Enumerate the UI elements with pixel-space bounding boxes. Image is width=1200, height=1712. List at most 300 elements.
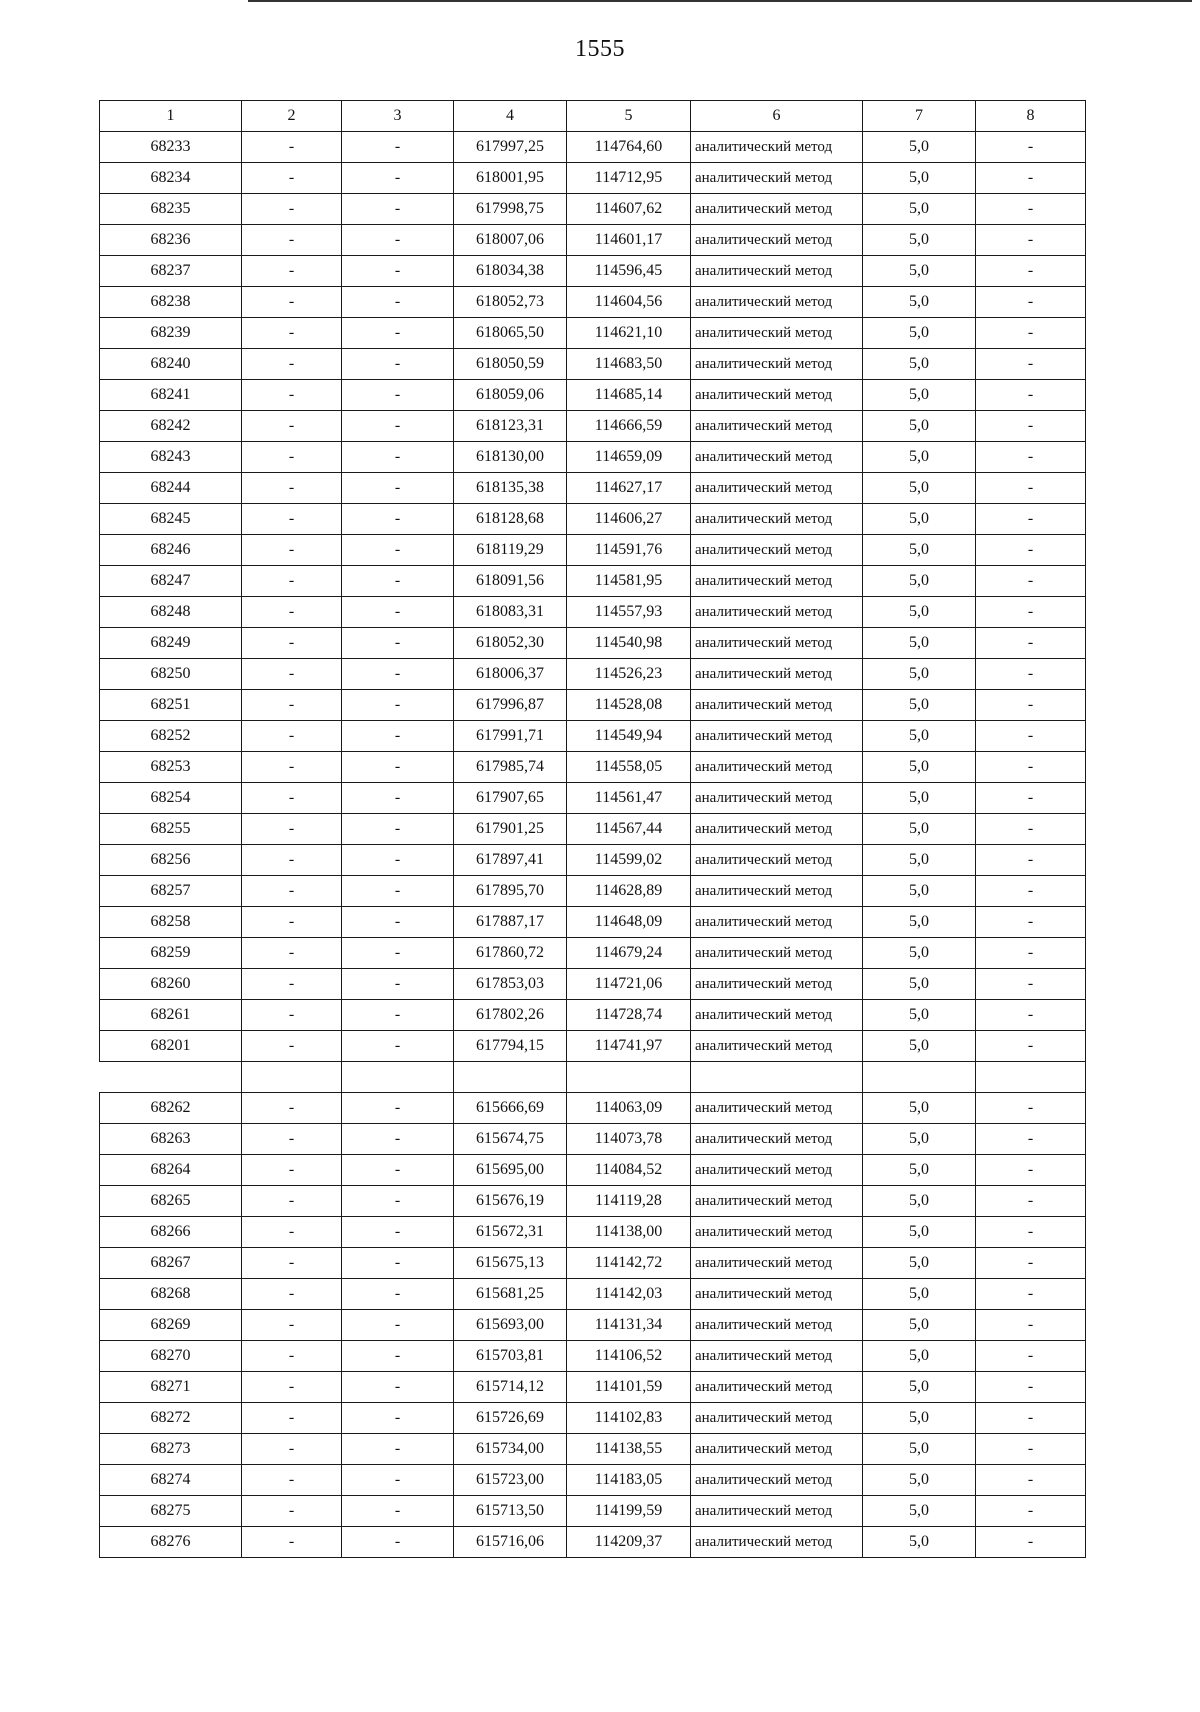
point-number-cell: 68251 [100, 690, 242, 721]
x-coordinate-cell: 615714,12 [454, 1372, 567, 1403]
y-coordinate-cell: 114106,52 [567, 1341, 691, 1372]
col3-cell: - [342, 194, 454, 225]
point-number-cell: 68238 [100, 287, 242, 318]
table-row [100, 969, 1086, 1000]
col8-cell: - [976, 969, 1086, 1000]
accuracy-cell: 5,0 [863, 1434, 976, 1465]
table-row [100, 938, 1086, 969]
col2-cell: - [242, 535, 342, 566]
col8-cell: - [976, 1434, 1086, 1465]
y-coordinate-cell: 114142,72 [567, 1248, 691, 1279]
table-row [100, 1186, 1086, 1217]
method-cell: аналитический метод [691, 1403, 863, 1434]
col2-cell: - [242, 628, 342, 659]
point-number-cell: 68246 [100, 535, 242, 566]
accuracy-cell: 5,0 [863, 256, 976, 287]
col8-cell: - [976, 1527, 1086, 1558]
x-coordinate-cell: 615726,69 [454, 1403, 567, 1434]
method-cell: аналитический метод [691, 1341, 863, 1372]
col3-cell: - [342, 504, 454, 535]
y-coordinate-cell: 114131,34 [567, 1310, 691, 1341]
col2-cell: - [242, 752, 342, 783]
accuracy-cell: 5,0 [863, 1031, 976, 1062]
header-cell: 7 [863, 101, 976, 132]
method-cell: аналитический метод [691, 1217, 863, 1248]
col8-cell: - [976, 1465, 1086, 1496]
table-row [100, 380, 1086, 411]
col2-cell: - [242, 349, 342, 380]
point-number-cell: 68234 [100, 163, 242, 194]
method-cell: аналитический метод [691, 411, 863, 442]
x-coordinate-cell: 617996,87 [454, 690, 567, 721]
y-coordinate-cell: 114102,83 [567, 1403, 691, 1434]
table-row [100, 1310, 1086, 1341]
y-coordinate-cell: 114648,09 [567, 907, 691, 938]
col3-cell: - [342, 597, 454, 628]
col3-cell: - [342, 225, 454, 256]
y-coordinate-cell: 114142,03 [567, 1279, 691, 1310]
col8-cell: - [976, 473, 1086, 504]
point-number-cell: 68253 [100, 752, 242, 783]
method-cell: аналитический метод [691, 597, 863, 628]
col3-cell: - [342, 628, 454, 659]
accuracy-cell: 5,0 [863, 1248, 976, 1279]
col2-cell: - [242, 163, 342, 194]
x-coordinate-cell: 618052,73 [454, 287, 567, 318]
accuracy-cell: 5,0 [863, 969, 976, 1000]
table-row [100, 132, 1086, 163]
x-coordinate-cell: 618119,29 [454, 535, 567, 566]
x-coordinate-cell: 618050,59 [454, 349, 567, 380]
col8-cell: - [976, 690, 1086, 721]
col2-cell: - [242, 876, 342, 907]
y-coordinate-cell: 114549,94 [567, 721, 691, 752]
x-coordinate-cell: 615672,31 [454, 1217, 567, 1248]
empty-cell [454, 1062, 567, 1093]
method-cell: аналитический метод [691, 969, 863, 1000]
header-cell: 5 [567, 101, 691, 132]
col3-cell: - [342, 132, 454, 163]
header-row [100, 101, 1086, 132]
point-number-cell: 68267 [100, 1248, 242, 1279]
method-cell: аналитический метод [691, 163, 863, 194]
header-cell: 6 [691, 101, 863, 132]
table-row [100, 1465, 1086, 1496]
y-coordinate-cell: 114138,55 [567, 1434, 691, 1465]
col2-cell: - [242, 783, 342, 814]
table-row [100, 1341, 1086, 1372]
point-number-cell: 68252 [100, 721, 242, 752]
accuracy-cell: 5,0 [863, 1310, 976, 1341]
y-coordinate-cell: 114073,78 [567, 1124, 691, 1155]
col3-cell: - [342, 1403, 454, 1434]
accuracy-cell: 5,0 [863, 1372, 976, 1403]
method-cell: аналитический метод [691, 1527, 863, 1558]
method-cell: аналитический метод [691, 256, 863, 287]
point-number-cell: 68254 [100, 783, 242, 814]
col8-cell: - [976, 783, 1086, 814]
method-cell: аналитический метод [691, 1093, 863, 1124]
x-coordinate-cell: 615703,81 [454, 1341, 567, 1372]
point-number-cell: 68242 [100, 411, 242, 442]
col8-cell: - [976, 814, 1086, 845]
table-row [100, 256, 1086, 287]
x-coordinate-cell: 618130,00 [454, 442, 567, 473]
y-coordinate-cell: 114728,74 [567, 1000, 691, 1031]
y-coordinate-cell: 114601,17 [567, 225, 691, 256]
table-row [100, 845, 1086, 876]
col8-cell: - [976, 1155, 1086, 1186]
col3-cell: - [342, 1031, 454, 1062]
col8-cell: - [976, 628, 1086, 659]
y-coordinate-cell: 114528,08 [567, 690, 691, 721]
point-number-cell: 68250 [100, 659, 242, 690]
accuracy-cell: 5,0 [863, 442, 976, 473]
col2-cell: - [242, 473, 342, 504]
method-cell: аналитический метод [691, 504, 863, 535]
y-coordinate-cell: 114558,05 [567, 752, 691, 783]
col8-cell: - [976, 659, 1086, 690]
point-number-cell: 68257 [100, 876, 242, 907]
col3-cell: - [342, 845, 454, 876]
table-row [100, 287, 1086, 318]
point-number-cell: 68263 [100, 1124, 242, 1155]
y-coordinate-cell: 114591,76 [567, 535, 691, 566]
point-number-cell: 68259 [100, 938, 242, 969]
x-coordinate-cell: 617997,25 [454, 132, 567, 163]
col3-cell: - [342, 752, 454, 783]
col2-cell: - [242, 1403, 342, 1434]
empty-cell [342, 1062, 454, 1093]
col8-cell: - [976, 535, 1086, 566]
y-coordinate-cell: 114526,23 [567, 659, 691, 690]
col8-cell: - [976, 1186, 1086, 1217]
x-coordinate-cell: 617895,70 [454, 876, 567, 907]
point-number-cell: 68201 [100, 1031, 242, 1062]
col8-cell: - [976, 721, 1086, 752]
table-row [100, 411, 1086, 442]
y-coordinate-cell: 114741,97 [567, 1031, 691, 1062]
table-row [100, 163, 1086, 194]
method-cell: аналитический метод [691, 1155, 863, 1186]
method-cell: аналитический метод [691, 1310, 863, 1341]
x-coordinate-cell: 617897,41 [454, 845, 567, 876]
col3-cell: - [342, 349, 454, 380]
y-coordinate-cell: 114764,60 [567, 132, 691, 163]
col3-cell: - [342, 1155, 454, 1186]
x-coordinate-cell: 615734,00 [454, 1434, 567, 1465]
accuracy-cell: 5,0 [863, 721, 976, 752]
point-number-cell: 68262 [100, 1093, 242, 1124]
method-cell: аналитический метод [691, 1186, 863, 1217]
col2-cell: - [242, 721, 342, 752]
table-row [100, 194, 1086, 225]
point-number-cell: 68233 [100, 132, 242, 163]
col8-cell: - [976, 1279, 1086, 1310]
x-coordinate-cell: 618123,31 [454, 411, 567, 442]
col2-cell: - [242, 969, 342, 1000]
x-coordinate-cell: 618034,38 [454, 256, 567, 287]
x-coordinate-cell: 615666,69 [454, 1093, 567, 1124]
col8-cell: - [976, 442, 1086, 473]
col3-cell: - [342, 1496, 454, 1527]
y-coordinate-cell: 114627,17 [567, 473, 691, 504]
x-coordinate-cell: 615693,00 [454, 1310, 567, 1341]
x-coordinate-cell: 618083,31 [454, 597, 567, 628]
y-coordinate-cell: 114540,98 [567, 628, 691, 659]
x-coordinate-cell: 615695,00 [454, 1155, 567, 1186]
method-cell: аналитический метод [691, 1434, 863, 1465]
x-coordinate-cell: 618001,95 [454, 163, 567, 194]
empty-cell [242, 1062, 342, 1093]
accuracy-cell: 5,0 [863, 628, 976, 659]
y-coordinate-cell: 114604,56 [567, 287, 691, 318]
table-row [100, 225, 1086, 256]
y-coordinate-cell: 114199,59 [567, 1496, 691, 1527]
point-number-cell: 68248 [100, 597, 242, 628]
y-coordinate-cell: 114581,95 [567, 566, 691, 597]
point-number-cell: 68258 [100, 907, 242, 938]
table-row [100, 690, 1086, 721]
header-cell: 1 [100, 101, 242, 132]
col2-cell: - [242, 1124, 342, 1155]
accuracy-cell: 5,0 [863, 1279, 976, 1310]
table-row [100, 349, 1086, 380]
y-coordinate-cell: 114666,59 [567, 411, 691, 442]
accuracy-cell: 5,0 [863, 752, 976, 783]
accuracy-cell: 5,0 [863, 225, 976, 256]
col8-cell: - [976, 132, 1086, 163]
col2-cell: - [242, 690, 342, 721]
x-coordinate-cell: 618135,38 [454, 473, 567, 504]
x-coordinate-cell: 615713,50 [454, 1496, 567, 1527]
method-cell: аналитический метод [691, 1279, 863, 1310]
col8-cell: - [976, 1217, 1086, 1248]
x-coordinate-cell: 618065,50 [454, 318, 567, 349]
method-cell: аналитический метод [691, 1248, 863, 1279]
method-cell: аналитический метод [691, 1465, 863, 1496]
table-row [100, 1372, 1086, 1403]
col2-cell: - [242, 845, 342, 876]
col8-cell: - [976, 845, 1086, 876]
x-coordinate-cell: 618059,06 [454, 380, 567, 411]
y-coordinate-cell: 114679,24 [567, 938, 691, 969]
y-coordinate-cell: 114712,95 [567, 163, 691, 194]
col8-cell: - [976, 1093, 1086, 1124]
method-cell: аналитический метод [691, 845, 863, 876]
point-number-cell: 68255 [100, 814, 242, 845]
accuracy-cell: 5,0 [863, 349, 976, 380]
accuracy-cell: 5,0 [863, 504, 976, 535]
point-number-cell: 68273 [100, 1434, 242, 1465]
method-cell: аналитический метод [691, 659, 863, 690]
method-cell: аналитический метод [691, 752, 863, 783]
col2-cell: - [242, 1155, 342, 1186]
accuracy-cell: 5,0 [863, 597, 976, 628]
col2-cell: - [242, 1000, 342, 1031]
col8-cell: - [976, 1403, 1086, 1434]
method-cell: аналитический метод [691, 783, 863, 814]
point-number-cell: 68244 [100, 473, 242, 504]
point-number-cell: 68260 [100, 969, 242, 1000]
table-body [100, 132, 1086, 1558]
col2-cell: - [242, 659, 342, 690]
col3-cell: - [342, 1527, 454, 1558]
col2-cell: - [242, 1186, 342, 1217]
col3-cell: - [342, 380, 454, 411]
accuracy-cell: 5,0 [863, 473, 976, 504]
method-cell: аналитический метод [691, 628, 863, 659]
x-coordinate-cell: 617802,26 [454, 1000, 567, 1031]
accuracy-cell: 5,0 [863, 1000, 976, 1031]
method-cell: аналитический метод [691, 876, 863, 907]
method-cell: аналитический метод [691, 721, 863, 752]
accuracy-cell: 5,0 [863, 1341, 976, 1372]
point-number-cell: 68235 [100, 194, 242, 225]
col8-cell: - [976, 1310, 1086, 1341]
header-cell: 2 [242, 101, 342, 132]
accuracy-cell: 5,0 [863, 907, 976, 938]
point-number-cell: 68243 [100, 442, 242, 473]
point-number-cell: 68275 [100, 1496, 242, 1527]
col2-cell: - [242, 380, 342, 411]
col8-cell: - [976, 1496, 1086, 1527]
col2-cell: - [242, 287, 342, 318]
x-coordinate-cell: 615675,13 [454, 1248, 567, 1279]
x-coordinate-cell: 615674,75 [454, 1124, 567, 1155]
header-cell: 3 [342, 101, 454, 132]
col8-cell: - [976, 938, 1086, 969]
table-row [100, 1093, 1086, 1124]
col3-cell: - [342, 318, 454, 349]
x-coordinate-cell: 617991,71 [454, 721, 567, 752]
table-row [100, 1279, 1086, 1310]
col3-cell: - [342, 659, 454, 690]
table-row [100, 814, 1086, 845]
col3-cell: - [342, 1093, 454, 1124]
col2-cell: - [242, 411, 342, 442]
header-cell: 8 [976, 101, 1086, 132]
accuracy-cell: 5,0 [863, 411, 976, 442]
table-row [100, 566, 1086, 597]
col2-cell: - [242, 1310, 342, 1341]
col3-cell: - [342, 1217, 454, 1248]
y-coordinate-cell: 114567,44 [567, 814, 691, 845]
accuracy-cell: 5,0 [863, 132, 976, 163]
x-coordinate-cell: 617907,65 [454, 783, 567, 814]
col2-cell: - [242, 1465, 342, 1496]
col3-cell: - [342, 473, 454, 504]
method-cell: аналитический метод [691, 535, 863, 566]
x-coordinate-cell: 617853,03 [454, 969, 567, 1000]
point-number-cell: 68276 [100, 1527, 242, 1558]
y-coordinate-cell: 114596,45 [567, 256, 691, 287]
col3-cell: - [342, 1372, 454, 1403]
col8-cell: - [976, 225, 1086, 256]
method-cell: аналитический метод [691, 814, 863, 845]
accuracy-cell: 5,0 [863, 566, 976, 597]
col8-cell: - [976, 318, 1086, 349]
accuracy-cell: 5,0 [863, 194, 976, 225]
point-number-cell: 68268 [100, 1279, 242, 1310]
y-coordinate-cell: 114659,09 [567, 442, 691, 473]
col8-cell: - [976, 504, 1086, 535]
point-number-cell: 68261 [100, 1000, 242, 1031]
accuracy-cell: 5,0 [863, 690, 976, 721]
col2-cell: - [242, 194, 342, 225]
col8-cell: - [976, 876, 1086, 907]
col3-cell: - [342, 876, 454, 907]
empty-cell [691, 1062, 863, 1093]
col2-cell: - [242, 1496, 342, 1527]
y-coordinate-cell: 114721,06 [567, 969, 691, 1000]
table-row [100, 1124, 1086, 1155]
point-number-cell: 68249 [100, 628, 242, 659]
col3-cell: - [342, 907, 454, 938]
accuracy-cell: 5,0 [863, 1527, 976, 1558]
col8-cell: - [976, 1341, 1086, 1372]
accuracy-cell: 5,0 [863, 380, 976, 411]
table-row [100, 1155, 1086, 1186]
table-row [100, 318, 1086, 349]
accuracy-cell: 5,0 [863, 163, 976, 194]
method-cell: аналитический метод [691, 1372, 863, 1403]
method-cell: аналитический метод [691, 318, 863, 349]
x-coordinate-cell: 617887,17 [454, 907, 567, 938]
col3-cell: - [342, 566, 454, 597]
col2-cell: - [242, 1527, 342, 1558]
table-row [100, 504, 1086, 535]
col3-cell: - [342, 1310, 454, 1341]
col3-cell: - [342, 1279, 454, 1310]
accuracy-cell: 5,0 [863, 1093, 976, 1124]
point-number-cell: 68247 [100, 566, 242, 597]
method-cell: аналитический метод [691, 938, 863, 969]
point-number-cell: 68264 [100, 1155, 242, 1186]
method-cell: аналитический метод [691, 1031, 863, 1062]
coordinates-table [99, 100, 1086, 1558]
x-coordinate-cell: 618128,68 [454, 504, 567, 535]
y-coordinate-cell: 114599,02 [567, 845, 691, 876]
table-row [100, 1000, 1086, 1031]
x-coordinate-cell: 615716,06 [454, 1527, 567, 1558]
y-coordinate-cell: 114119,28 [567, 1186, 691, 1217]
col3-cell: - [342, 1248, 454, 1279]
col3-cell: - [342, 938, 454, 969]
table-row [100, 442, 1086, 473]
method-cell: аналитический метод [691, 907, 863, 938]
table-row [100, 597, 1086, 628]
col3-cell: - [342, 256, 454, 287]
accuracy-cell: 5,0 [863, 1124, 976, 1155]
table-row [100, 1527, 1086, 1558]
y-coordinate-cell: 114063,09 [567, 1093, 691, 1124]
col8-cell: - [976, 1031, 1086, 1062]
table-row [100, 783, 1086, 814]
method-cell: аналитический метод [691, 1000, 863, 1031]
col8-cell: - [976, 287, 1086, 318]
point-number-cell: 68274 [100, 1465, 242, 1496]
table-row [100, 907, 1086, 938]
accuracy-cell: 5,0 [863, 783, 976, 814]
y-coordinate-cell: 114183,05 [567, 1465, 691, 1496]
col3-cell: - [342, 721, 454, 752]
y-coordinate-cell: 114621,10 [567, 318, 691, 349]
point-number-cell: 68237 [100, 256, 242, 287]
col8-cell: - [976, 411, 1086, 442]
col8-cell: - [976, 1372, 1086, 1403]
col8-cell: - [976, 907, 1086, 938]
